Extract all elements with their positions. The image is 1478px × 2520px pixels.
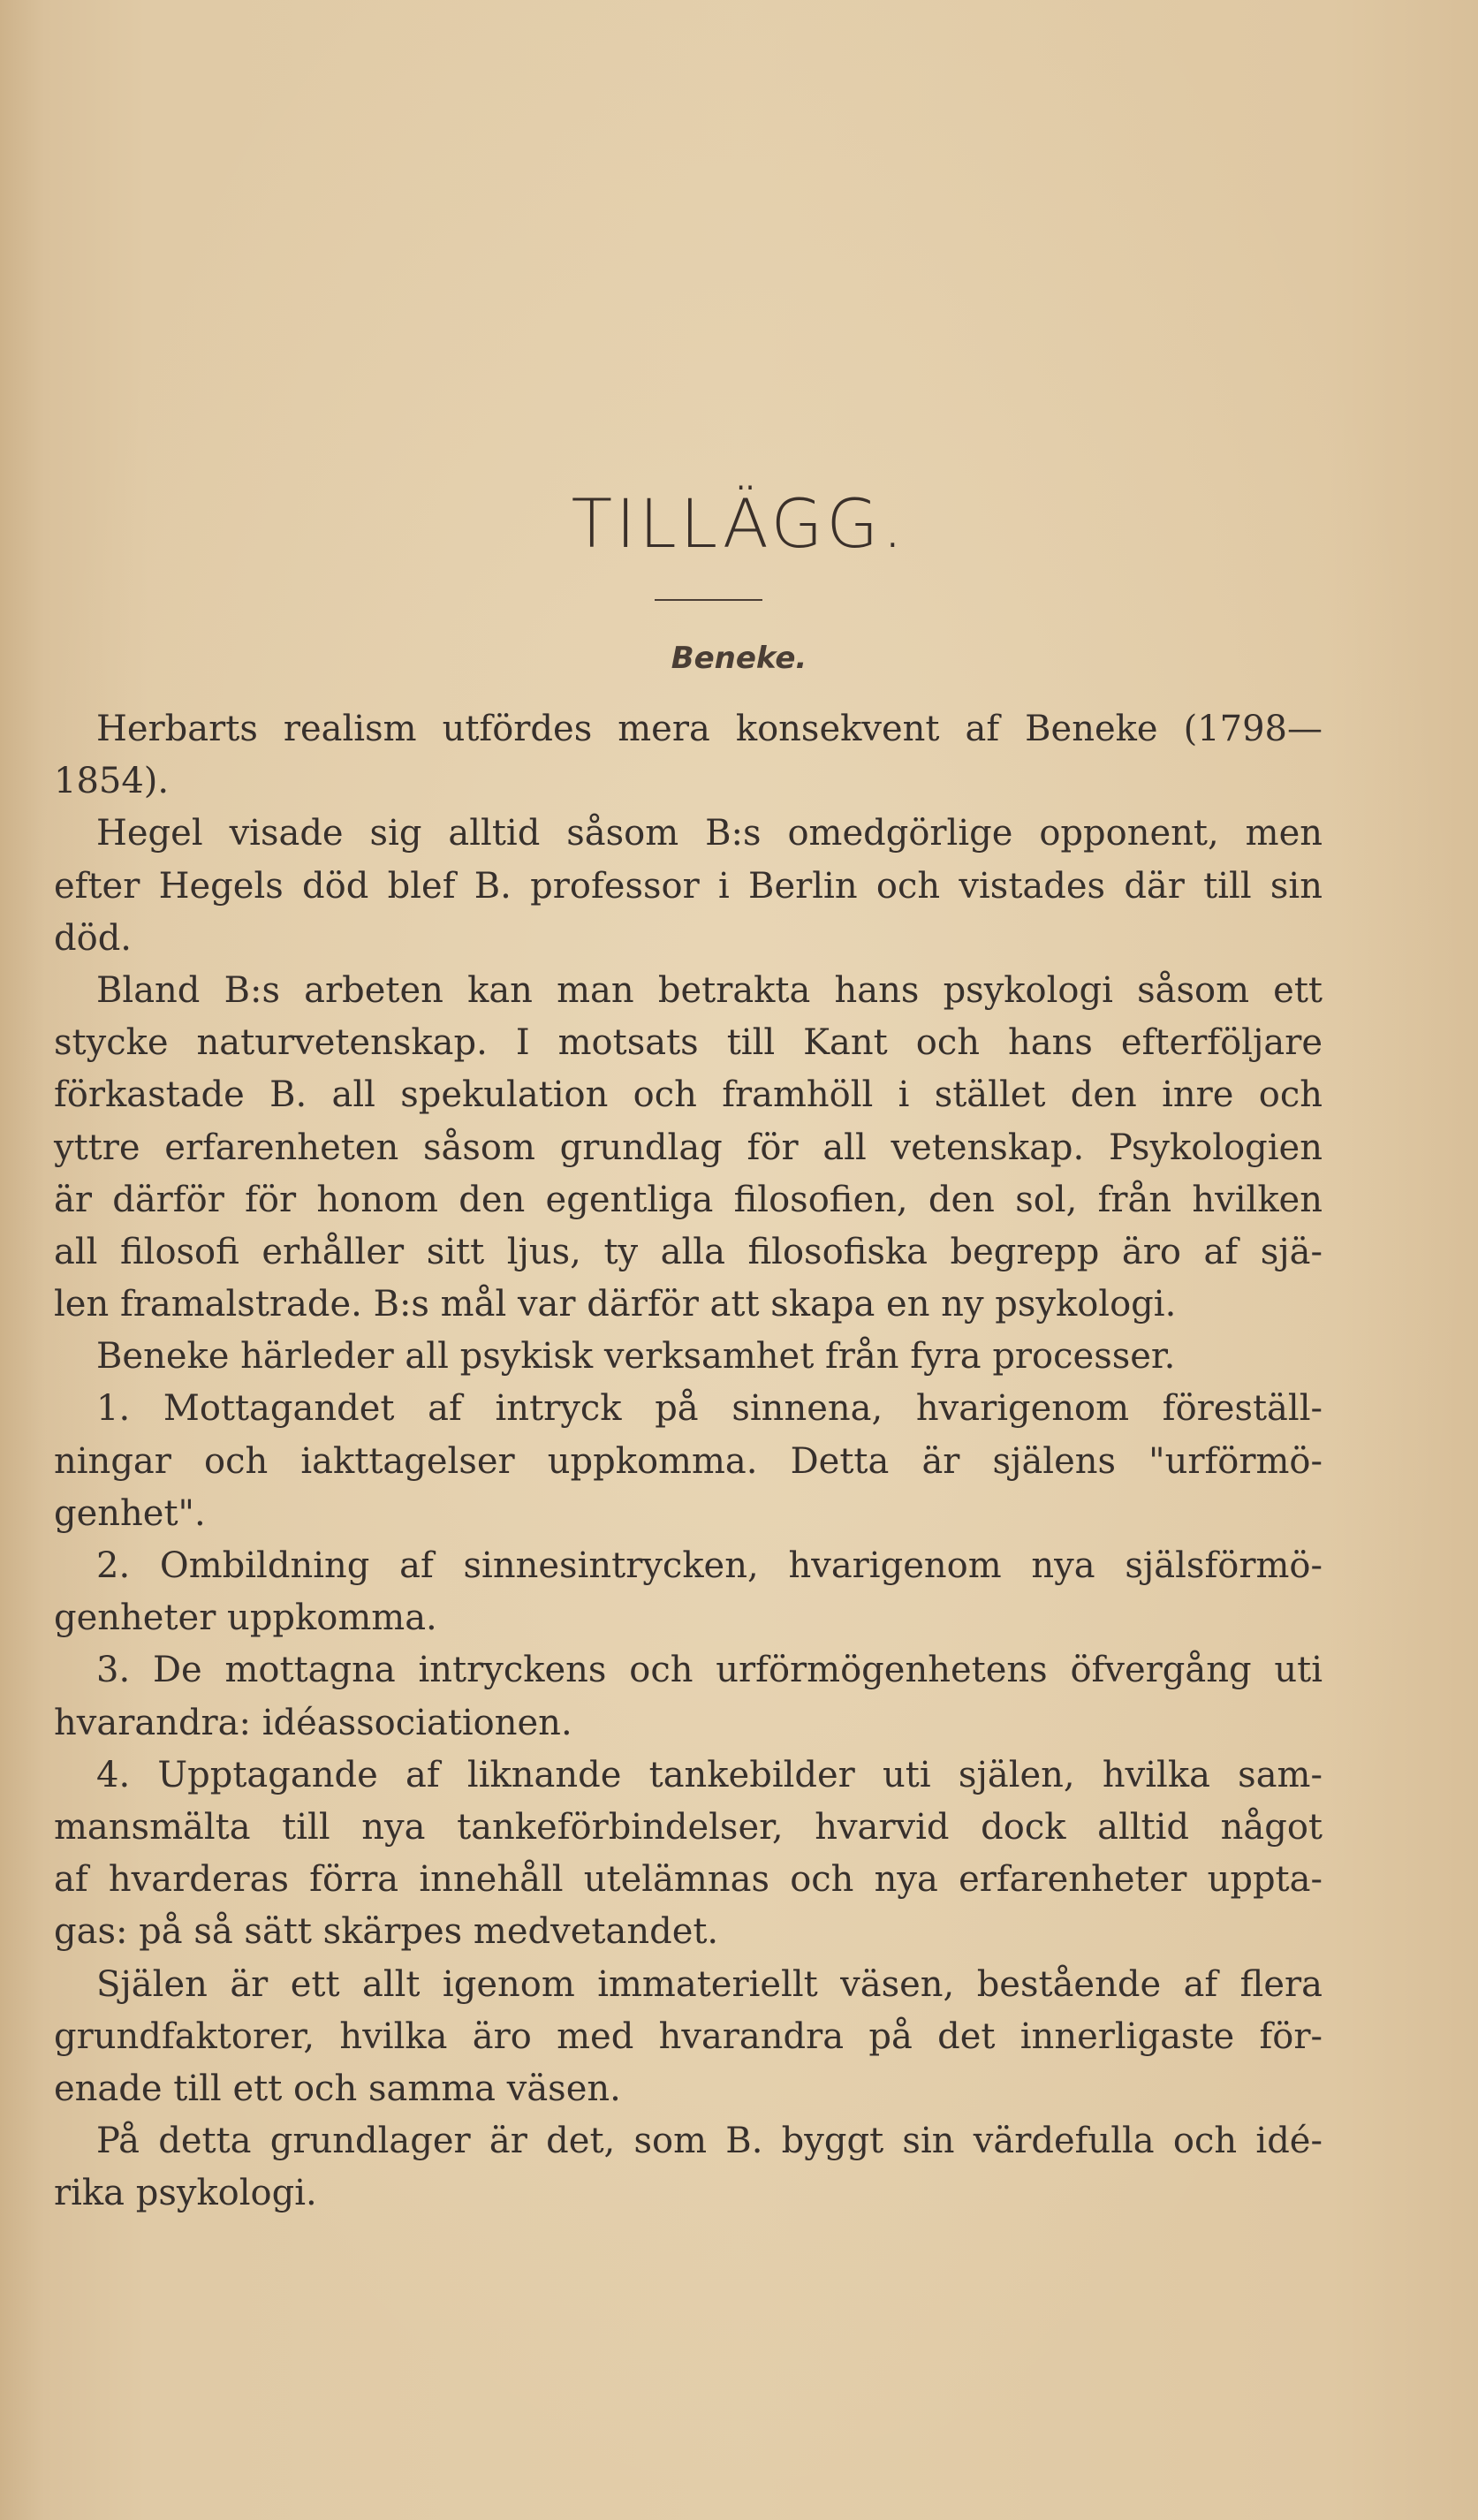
text-line: 2. Ombildning af sinnesintrycken, hvarigenom nya själsförmö- <box>96 1545 1323 1586</box>
text-line: stycke naturvetenskap. I motsats till Kant och hans efterföljare <box>54 1022 1323 1064</box>
text-line: Herbarts realism utfördes mera konsekvent af Beneke (1798— <box>96 709 1323 749</box>
text-line: efter Hegels död blef B. professor i Berlin och vistades där till sin <box>54 865 1323 907</box>
page-title: TILLÄGG. <box>571 484 907 563</box>
text-line: ningar och iakttagelser uppkomma. Detta är själens "urförmö- <box>54 1440 1323 1482</box>
text-line: gas: på så sätt skärpes medvetandet. <box>54 1911 719 1953</box>
text-line: 1. Mottagandet af intryck på sinnena, hvarigenom föreställ- <box>96 1388 1323 1430</box>
text-line: är därför för honom den egentliga filosofien, den sol, från hvilken <box>54 1179 1323 1220</box>
text-line: förkastade B. all spekulation och framhöll i stället den inre och <box>54 1074 1323 1116</box>
text-line: hvarandra: idéassociationen. <box>54 1702 572 1743</box>
text-line: Hegel visade sig alltid såsom B:s omedgörlige opponent, men <box>96 813 1323 854</box>
text-line: genheter uppkomma. <box>54 1598 437 1639</box>
section-heading: Beneke. <box>671 641 807 676</box>
text-line: all filosofi erhåller sitt ljus, ty alla filosofiska begrepp äro af sjä- <box>54 1231 1323 1272</box>
text-line: mansmälta till nya tankeförbindelser, hvarvid dock alltid något <box>54 1806 1323 1848</box>
text-line: På detta grundlager är det, som B. byggt sin värdefulla och idé- <box>96 2121 1323 2162</box>
text-line: grundfaktorer, hvilka äro med hvarandra på det innerligaste för- <box>54 2015 1323 2057</box>
text-line: 4. Upptagande af liknande tankebilder uti själen, hvilka sam- <box>96 1754 1323 1795</box>
text-line: död. <box>54 917 133 959</box>
text-line: len framalstrade. B:s mål var därför att skapa en ny psykologi. <box>54 1284 1177 1325</box>
text-line: 3. De mottagna intryckens och urförmögenhetens öfvergång uti <box>96 1650 1323 1691</box>
text-line: Bland B:s arbeten kan man betrakta hans psykologi såsom ett <box>96 969 1323 1011</box>
text-line: rika psykologi. <box>54 2173 317 2214</box>
text-line: yttre erfarenheten såsom grundlag för all vetenskap. Psykologien <box>54 1127 1323 1168</box>
text-line: Beneke härleder all psykisk verksamhet från fyra processer. <box>96 1336 1176 1378</box>
text-line: 1854). <box>54 761 170 802</box>
text-line: af hvarderas förra innehåll utelämnas och nya erfarenheter uppta- <box>54 1859 1323 1901</box>
text-line: enade till ett och samma väsen. <box>54 2068 621 2109</box>
title-divider <box>655 599 762 601</box>
body-text <box>54 703 1323 2220</box>
text-line: genhet". <box>54 1492 206 1534</box>
text-line: Själen är ett allt igenom immateriellt väsen, bestående af flera <box>96 1963 1323 2005</box>
